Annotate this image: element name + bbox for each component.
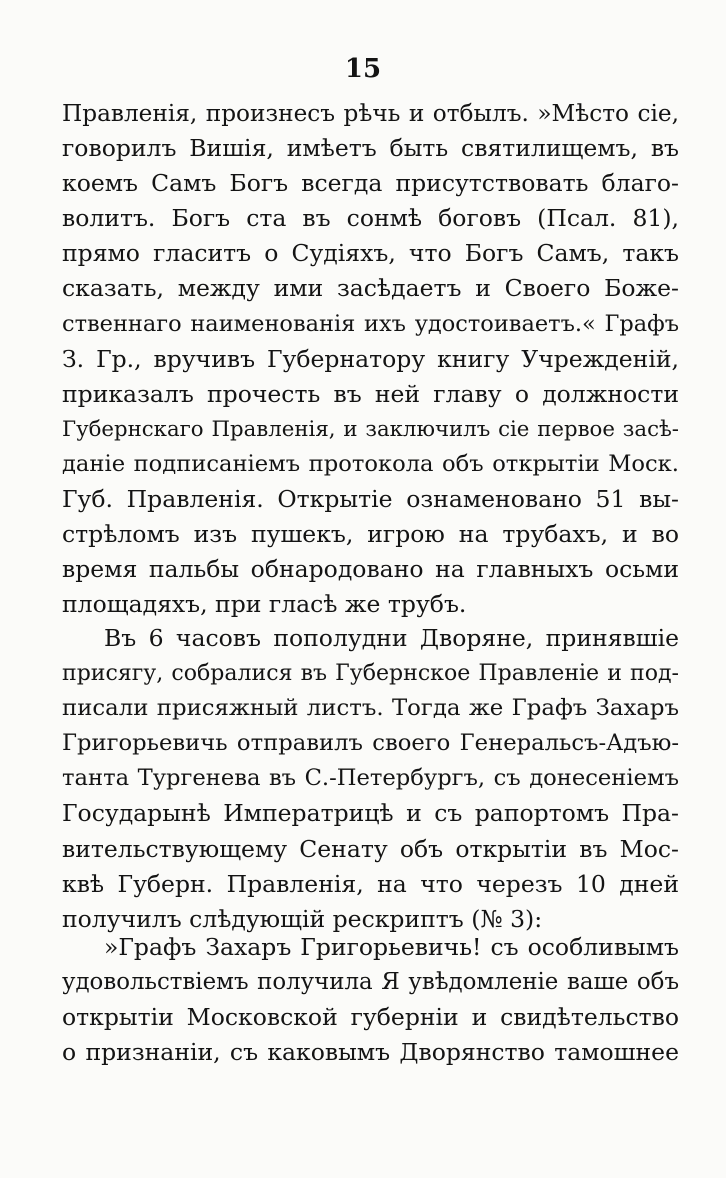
text-line: получилъ слѣдующій рескриптъ (№ 3): bbox=[62, 904, 543, 933]
text-line: даніе подписаніемъ протокола объ открытіи Моск. bbox=[62, 450, 679, 477]
text-line: говорилъ Вишія, имѣетъ быть святилищемъ, въ bbox=[62, 134, 679, 163]
text-line: присягу, собралися въ Губернское Правленіе и под- bbox=[62, 661, 679, 687]
paragraph-1 bbox=[62, 96, 679, 622]
text-line: сказать, между ими засѣдаетъ и Своего Боже- bbox=[62, 274, 679, 303]
text-line: коемъ Самъ Богъ всегда присутствовать благо- bbox=[62, 169, 679, 198]
text-line: стрѣломъ изъ пушекъ, игрою на трубахъ, и во bbox=[62, 520, 679, 549]
text-line: Въ 6 часовъ пополудни Дворяне, принявшіе bbox=[104, 624, 679, 652]
text-line: квѣ Губерн. Правленія, на что черезъ 10 дней bbox=[62, 869, 679, 898]
text-line: приказалъ прочесть въ ней главу о должности bbox=[62, 379, 679, 408]
text-line: Государынѣ Императрицѣ и съ рапортомъ Пра- bbox=[62, 799, 679, 828]
text-line: открытіи Московской губерніи и свидѣтельство bbox=[62, 1003, 679, 1032]
text-line: о признаніи, съ каковымъ Дворянство тамошнее bbox=[62, 1038, 679, 1067]
text-line: прямо гласитъ о Судіяхъ, что Богъ Самъ, такъ bbox=[62, 239, 679, 268]
text-line: время пальбы обнародовано на главныхъ осьми bbox=[62, 555, 679, 584]
text-line: удовольствіемъ получила Я увѣдомленіе ваше объ bbox=[62, 969, 679, 996]
text-line: Губ. Правленія. Открытіе ознаменовано 51 вы- bbox=[62, 485, 679, 514]
paragraph-3 bbox=[62, 930, 679, 1070]
text-line: танта Тургенева въ С.-Петербургъ, съ донесеніемъ bbox=[62, 765, 679, 792]
text-line: площадяхъ, при гласѣ же трубъ. bbox=[62, 590, 467, 619]
text-line: З. Гр., вручивъ Губернатору книгу Учрежденій, bbox=[62, 344, 679, 373]
page-number: 15 bbox=[344, 54, 382, 84]
text-line: Губернскаго Правленія, и заключилъ сіе первое засѣ- bbox=[62, 416, 679, 442]
text-line: писали присяжный листъ. Тогда же Графъ Захаръ bbox=[62, 695, 679, 722]
text-line: »Графъ Захаръ Григорьевичь! съ особливымъ bbox=[104, 933, 679, 961]
text-line: Правленія, произнесъ рѣчь и отбылъ. »Мѣсто сіе, bbox=[62, 100, 679, 127]
text-line: Григорьевичь отправилъ своего Генеральсъ-Адъю- bbox=[62, 730, 679, 757]
text-line: вительствующему Сенату объ открытіи въ Мос- bbox=[62, 834, 679, 863]
text-line: волитъ. Богъ ста въ сонмѣ боговъ (Псал. 81), bbox=[62, 204, 679, 233]
text-line: ственнаго наименованія ихъ удостоиваетъ.« Графъ bbox=[62, 310, 679, 337]
paragraph-2 bbox=[62, 621, 679, 937]
